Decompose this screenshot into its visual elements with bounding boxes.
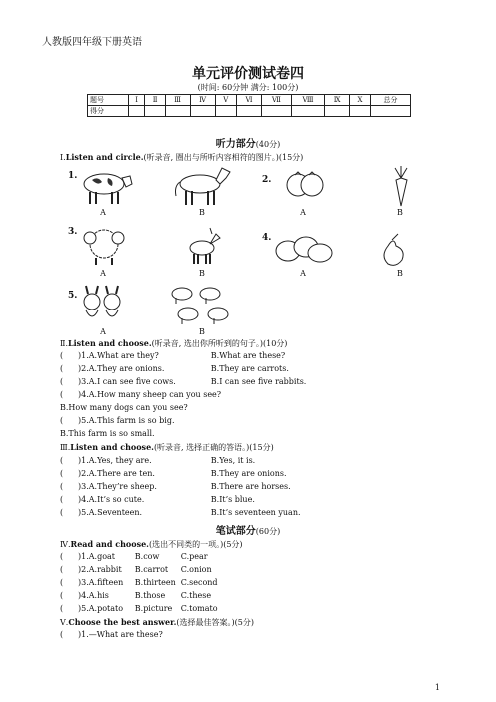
option-a-label: A bbox=[300, 269, 306, 278]
question-number: )4. bbox=[78, 495, 89, 504]
option-a: A.I can see five cows. bbox=[88, 377, 176, 386]
section-title: Listen and choose. bbox=[67, 338, 152, 348]
answer-paren[interactable]: ( bbox=[60, 630, 64, 639]
section-3-heading bbox=[60, 442, 274, 453]
question-number: )1. bbox=[78, 351, 89, 360]
option-b-label: B bbox=[199, 327, 205, 336]
option-a: A.There are ten. bbox=[88, 469, 155, 478]
table-cell: Ⅱ bbox=[145, 95, 166, 106]
section-5-heading bbox=[60, 617, 254, 628]
section-instruction: (听录音, 选择正确的答语。)(15分) bbox=[153, 443, 274, 452]
answer-paren[interactable]: ( bbox=[60, 482, 64, 491]
option-a: A.rabbit bbox=[88, 565, 122, 574]
question-row bbox=[60, 416, 174, 425]
score-table bbox=[87, 94, 411, 117]
question-row bbox=[60, 390, 221, 399]
section-roman: Ⅱ. bbox=[60, 339, 68, 348]
question-number: )1. bbox=[78, 552, 89, 561]
option-b: B.cow bbox=[134, 552, 160, 561]
score-table-header-row bbox=[88, 95, 411, 106]
score-cell[interactable] bbox=[325, 106, 350, 117]
horse-picture[interactable] bbox=[172, 162, 234, 208]
answer-paren[interactable]: ( bbox=[60, 390, 64, 399]
option-b: B.It’s blue. bbox=[210, 495, 255, 504]
written-title: 笔试部分 bbox=[215, 526, 256, 537]
option-b: B.There are horses. bbox=[210, 482, 291, 491]
option-b: B.those bbox=[134, 591, 166, 600]
question-row bbox=[60, 429, 155, 438]
question-row bbox=[60, 578, 218, 587]
question-number: )4. bbox=[78, 591, 89, 600]
option-a: A.his bbox=[88, 591, 109, 600]
section-roman: Ⅳ. bbox=[60, 540, 71, 549]
option-c: C.second bbox=[180, 578, 218, 587]
section-roman: Ⅲ. bbox=[60, 443, 71, 452]
option-a: A.How many sheep can you see? bbox=[88, 390, 222, 399]
question-number: )1. bbox=[78, 456, 89, 465]
listening-heading bbox=[0, 135, 496, 150]
section-instruction: (听录音, 圈出与所听内容相符的图片。)(15分) bbox=[143, 153, 304, 162]
option-a: A.It’s so cute. bbox=[88, 495, 145, 504]
question-number: )1. bbox=[78, 630, 89, 639]
option-a: A.goat bbox=[88, 552, 116, 561]
option-b-label: B bbox=[199, 269, 205, 278]
section-title: Listen and choose. bbox=[70, 442, 154, 452]
option-a-label: A bbox=[100, 327, 106, 336]
question-row bbox=[60, 495, 255, 504]
chickens-picture[interactable] bbox=[168, 282, 234, 326]
answer-paren[interactable]: ( bbox=[60, 469, 64, 478]
table-cell: Ⅵ bbox=[236, 95, 261, 106]
table-cell: Ⅷ bbox=[291, 95, 325, 106]
option-b: B.I can see five rabbits. bbox=[210, 377, 307, 386]
option-b: B.This farm is so small. bbox=[60, 429, 155, 438]
answer-paren[interactable]: ( bbox=[60, 495, 64, 504]
answer-paren[interactable]: ( bbox=[60, 565, 64, 574]
question-row bbox=[60, 456, 255, 465]
page-header: 人教版四年级下册英语 bbox=[42, 37, 142, 48]
question-number: )3. bbox=[78, 482, 89, 491]
question-number: )5. bbox=[78, 416, 89, 425]
section-instruction: (选出不同类的一项。)(5分) bbox=[148, 540, 243, 549]
question-row bbox=[60, 604, 218, 613]
picture-number: 5. bbox=[68, 291, 78, 301]
question-number: )5. bbox=[78, 604, 89, 613]
listening-points: (40分) bbox=[255, 140, 281, 149]
tomatoes-picture[interactable] bbox=[284, 170, 326, 198]
question-row bbox=[60, 552, 208, 561]
section-title: Choose the best answer. bbox=[68, 617, 177, 627]
table-cell: Ⅸ bbox=[325, 95, 350, 106]
table-cell: Ⅳ bbox=[190, 95, 215, 106]
option-a: A.They’re sheep. bbox=[88, 482, 157, 491]
listening-title: 听力部分 bbox=[215, 139, 256, 150]
question-row bbox=[60, 377, 306, 386]
table-cell: Ⅴ bbox=[215, 95, 236, 106]
option-a: A.fifteen bbox=[88, 578, 124, 587]
goat-picture[interactable] bbox=[182, 226, 222, 266]
section-roman: Ⅴ. bbox=[60, 618, 69, 627]
score-cell[interactable] bbox=[145, 106, 166, 117]
question-number: )4. bbox=[78, 390, 89, 399]
answer-paren[interactable]: ( bbox=[60, 508, 64, 517]
section-instruction: (听录音, 选出你所听到的句子。)(10分) bbox=[151, 339, 288, 348]
section-roman: Ⅰ. bbox=[60, 153, 66, 162]
section-title: Read and choose. bbox=[70, 539, 149, 549]
score-cell[interactable] bbox=[236, 106, 261, 117]
answer-paren[interactable]: ( bbox=[60, 552, 64, 561]
option-a: A.This farm is so big. bbox=[88, 416, 175, 425]
option-b: B.They are carrots. bbox=[210, 364, 289, 373]
written-points: (60分) bbox=[255, 527, 281, 536]
table-cell: 总分 bbox=[371, 95, 411, 106]
option-c: C.these bbox=[180, 591, 212, 600]
option-b: B.picture bbox=[134, 604, 173, 613]
answer-paren[interactable]: ( bbox=[60, 578, 64, 587]
picture-number: 2. bbox=[262, 175, 272, 185]
question-number: )3. bbox=[78, 377, 89, 386]
question-number: )2. bbox=[78, 469, 89, 478]
score-cell[interactable] bbox=[291, 106, 325, 117]
question-number: )5. bbox=[78, 508, 89, 517]
option-c: C.tomato bbox=[180, 604, 218, 613]
question-row bbox=[60, 403, 188, 412]
option-b: B.thirteen bbox=[134, 578, 176, 587]
option-a-label: A bbox=[100, 269, 106, 278]
option-b-label: B bbox=[199, 208, 205, 217]
question-row bbox=[60, 508, 301, 517]
answer-paren[interactable]: ( bbox=[60, 456, 64, 465]
section-title: Listen and circle. bbox=[65, 152, 144, 162]
picture-number: 4. bbox=[262, 233, 272, 243]
option-b-label: B bbox=[397, 208, 403, 217]
pear-picture[interactable] bbox=[378, 232, 412, 268]
question-row bbox=[60, 591, 211, 600]
question-row bbox=[60, 630, 163, 639]
answer-paren[interactable]: ( bbox=[60, 416, 64, 425]
score-table-score-row bbox=[88, 106, 411, 117]
option-b: B.It’s seventeen yuan. bbox=[210, 508, 301, 517]
table-cell: Ⅶ bbox=[262, 95, 292, 106]
question-row bbox=[60, 482, 291, 491]
option-a: A.potato bbox=[88, 604, 124, 613]
picture-number: 1. bbox=[68, 171, 78, 181]
exam-time-score: (时间: 60分钟 满分: 100分) bbox=[197, 83, 299, 92]
question-text: —What are these? bbox=[88, 630, 163, 639]
section-instruction: (选择最佳答案。)(5分) bbox=[176, 618, 254, 627]
score-cell[interactable] bbox=[129, 106, 145, 117]
sheep-picture[interactable] bbox=[82, 224, 126, 266]
option-a-label: A bbox=[100, 208, 106, 217]
picture-number: 3. bbox=[68, 227, 78, 237]
score-cell[interactable] bbox=[350, 106, 371, 117]
answer-paren[interactable]: ( bbox=[60, 351, 64, 360]
option-b: B.They are onions. bbox=[210, 469, 287, 478]
option-a: A.What are they? bbox=[88, 351, 159, 360]
score-cell[interactable] bbox=[371, 106, 411, 117]
question-row bbox=[60, 364, 289, 373]
option-a: A.They are onions. bbox=[88, 364, 165, 373]
rabbits-picture[interactable] bbox=[78, 284, 128, 326]
option-c: C.pear bbox=[180, 552, 208, 561]
question-number: )2. bbox=[78, 364, 89, 373]
page-title: 单元评价测试卷四 bbox=[192, 66, 304, 82]
answer-paren[interactable]: ( bbox=[60, 591, 64, 600]
table-cell: Ⅹ bbox=[350, 95, 371, 106]
question-number: )3. bbox=[78, 578, 89, 587]
written-heading bbox=[0, 522, 496, 537]
question-row bbox=[60, 469, 287, 478]
option-b: B.Yes, it is. bbox=[210, 456, 256, 465]
score-cell[interactable] bbox=[215, 106, 236, 117]
option-a-label: A bbox=[300, 208, 306, 217]
answer-paren[interactable]: ( bbox=[60, 364, 64, 373]
score-cell[interactable] bbox=[165, 106, 190, 117]
table-cell: Ⅰ bbox=[129, 95, 145, 106]
question-row bbox=[60, 351, 285, 360]
section-2-heading bbox=[60, 338, 287, 349]
option-b: B.What are these? bbox=[210, 351, 286, 360]
option-a: A.Seventeen. bbox=[88, 508, 143, 517]
cow-picture[interactable] bbox=[78, 164, 134, 206]
score-cell[interactable] bbox=[262, 106, 292, 117]
option-a: A.Yes, they are. bbox=[88, 456, 152, 465]
answer-paren[interactable]: ( bbox=[60, 377, 64, 386]
table-cell: 题号 bbox=[88, 95, 129, 106]
section-4-heading bbox=[60, 539, 243, 550]
option-b-label: B bbox=[397, 269, 403, 278]
carrot-picture[interactable] bbox=[390, 164, 412, 208]
table-cell: Ⅲ bbox=[165, 95, 190, 106]
score-cell[interactable] bbox=[190, 106, 215, 117]
page-number: 1 bbox=[434, 683, 440, 692]
option-c: C.onion bbox=[180, 565, 212, 574]
option-b: B.How many dogs can you see? bbox=[60, 403, 188, 412]
question-number: )2. bbox=[78, 565, 89, 574]
potatoes-picture[interactable] bbox=[274, 234, 334, 264]
question-row bbox=[60, 565, 212, 574]
option-b: B.carrot bbox=[134, 565, 169, 574]
answer-paren[interactable]: ( bbox=[60, 604, 64, 613]
table-cell: 得分 bbox=[88, 106, 129, 117]
